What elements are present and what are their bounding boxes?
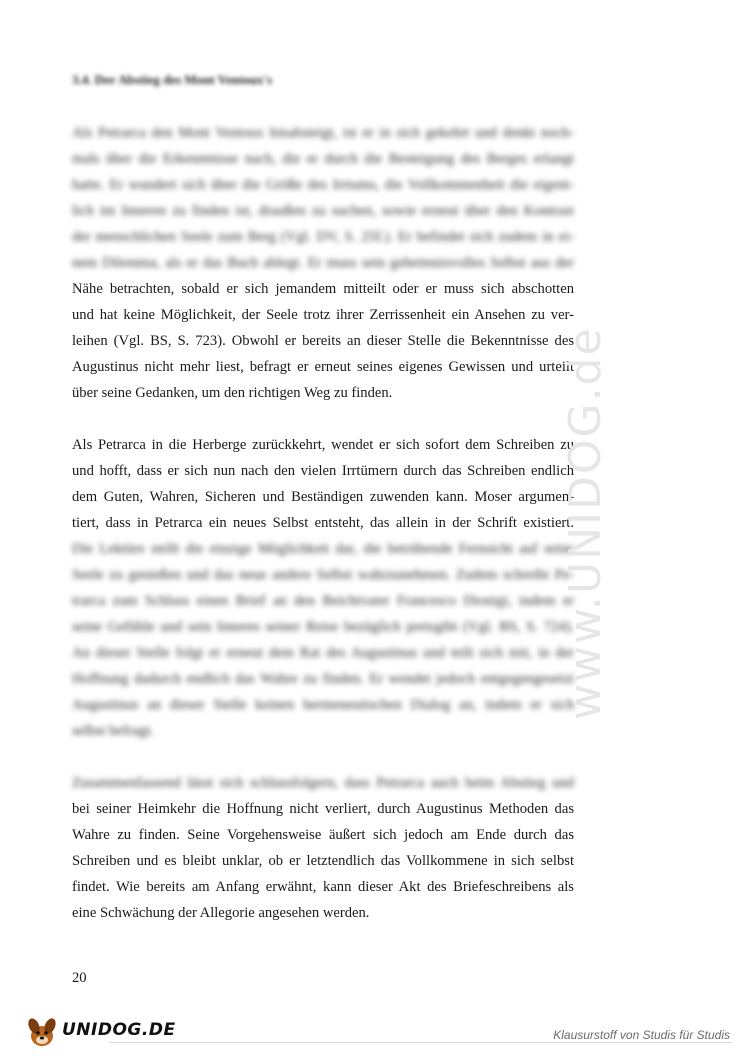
footer-divider <box>110 1042 732 1043</box>
text-line: über seine Gedanken, um den richtigen Weg zu finden. <box>72 385 393 401</box>
text-line: lich im Inneren zu finden ist, draußen zu suchen, sowie erneut über den Kontrast <box>72 203 574 219</box>
text-line: Augustinus an dieser Stelle keinen hermeneutischen Dialog an, indem er sich <box>72 697 574 713</box>
text-line: bei seiner Heimkehr die Hoffnung nicht verliert, durch Augustinus Methoden das <box>72 801 574 817</box>
text-line: findet. Wie bereits am Anfang erwähnt, kann dieser Akt des Briefeschreibens als <box>72 879 574 895</box>
text-line: tiert, dass in Petrarca ein neues Selbst entsteht, das allein in der Schrift existiert. <box>72 515 574 531</box>
text-line: eine Schwächung der Allegorie angesehen werden. <box>72 905 370 921</box>
section-heading: 3.4. Der Abstieg des Mont Ventoux's <box>72 72 273 87</box>
text-line: dem Guten, Wahren, Sicheren und Beständigen zuwenden kann. Moser argumen- <box>72 489 574 505</box>
text-line: und hofft, dass er sich nun nach den vielen Irrtümern durch das Schreiben endlich <box>72 463 574 479</box>
text-line: Als Petrarca in die Herberge zurückkehrt, wendet er sich sofort dem Schreiben zu <box>72 437 574 453</box>
text-line: leihen (Vgl. BS, S. 723). Obwohl er bereits an dieser Stelle die Bekenntnisse des <box>72 333 574 349</box>
text-line: Schreiben und es bleibt unklar, ob er letztendlich das Vollkommene in sich selbst <box>72 853 574 869</box>
text-line: der menschlichen Seele zum Berg (Vgl. DV, S. 25f.). Er befindet sich zudem in ei- <box>72 229 574 245</box>
text-line: trarca zum Schluss einen Brief an den Beichtvater Francesco Dionigi, indem er <box>72 593 574 609</box>
text-line: Als Petrarca den Mont Ventoux hinabsteigt, ist er in sich gekehrt und denkt noch- <box>72 125 574 141</box>
text-line: nem Dilemma, als er das Buch ablegt. Er muss sein geheimnisvolles Selbst aus der <box>72 255 574 271</box>
logo-text: UNIDOG.DE <box>62 1020 176 1040</box>
paragraph-2 <box>72 432 574 744</box>
text-line: Zusammenfassend lässt sich schlussfolgern, dass Petrarca auch beim Abstieg und <box>72 775 574 791</box>
paragraph-3 <box>72 770 574 926</box>
text-line: mals über die Erkenntnisse nach, die er durch die Besteigung des Berges erlangt <box>72 151 574 167</box>
text-line: An dieser Stelle folgt er erneut dem Rat des Augustinus und teilt sich mit, in der <box>72 645 574 661</box>
text-line: Hoffnung dadurch endlich das Wahre zu finden. Er wendet jedoch entgegengesetzt <box>72 671 574 687</box>
footer-tagline: Klausurstoff von Studis für Studis <box>553 1028 730 1042</box>
text-line: Die Lektüre stellt die einzige Möglichkeit dar, die betrübende Fernsicht auf seine <box>72 541 574 557</box>
text-line: selbst befragt. <box>72 723 154 739</box>
text-line: hatte. Er wundert sich über die Größe des Irrtums, die Vollkommenheit die eigent- <box>72 177 574 193</box>
unidog-logo <box>22 1012 176 1052</box>
paragraph-1 <box>72 120 574 406</box>
text-line: und hat keine Möglichkeit, der Seele trotz ihrer Zerrissenheit ein Ansehen zu ver- <box>72 307 574 323</box>
text-line: Seele zu genießen und das neue andere Selbst wahrzunehmen. Zudem schreibt Pe- <box>72 567 574 583</box>
text-line: Wahre zu finden. Seine Vorgehensweise äußert sich jedoch am Ende durch das <box>72 827 574 843</box>
text-line: Augustinus nicht mehr liest, befragt er erneut seines eigenes Gewissen und urteilt <box>72 359 574 375</box>
text-line: seine Gefühle und sein Inneres seiner Reise bezüglich preisgibt (Vgl. BS, S. 724). <box>72 619 574 635</box>
watermark-text: www.UNIDOG.de <box>560 326 611 720</box>
dog-icon <box>22 1012 62 1052</box>
text-line: Nähe betrachten, sobald er sich jemandem mitteilt oder er muss sich abschotten <box>72 281 574 297</box>
page-number: 20 <box>72 970 87 986</box>
